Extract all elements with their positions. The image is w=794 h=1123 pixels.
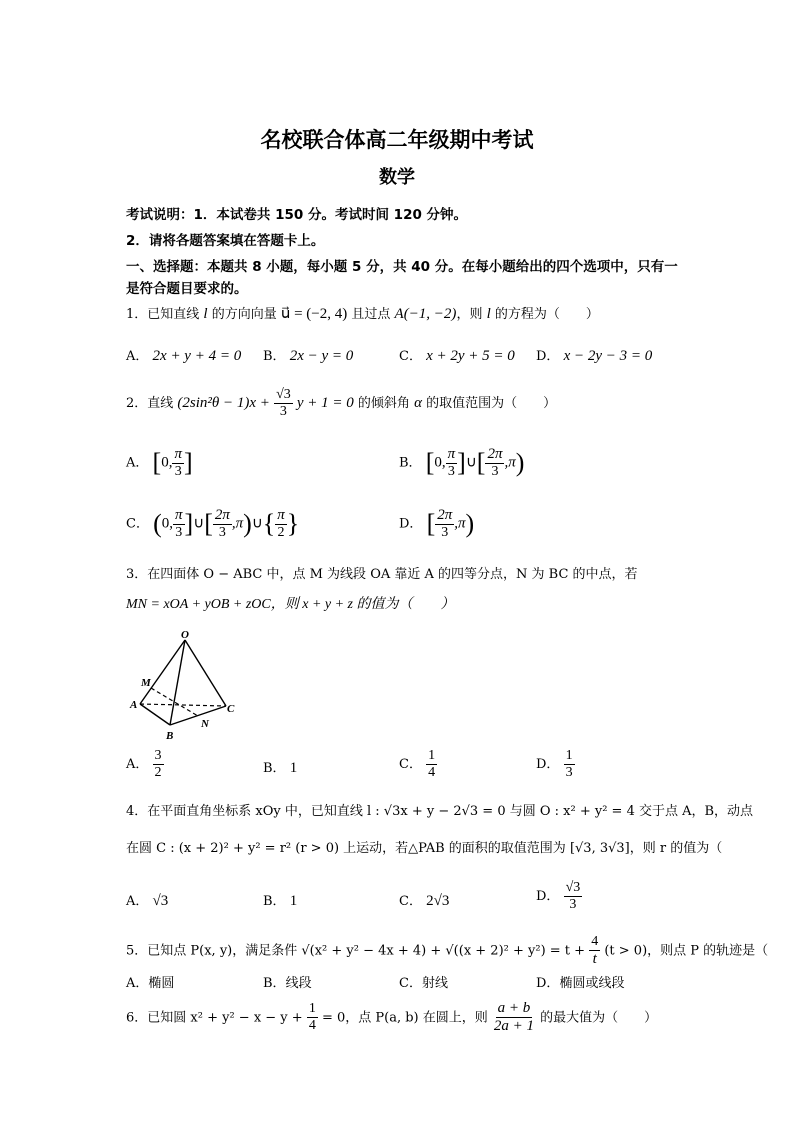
question-2 — [126, 387, 556, 420]
q6-mid: = 0，点 P(a, b) 在圆上，则 — [321, 1010, 488, 1026]
q2c-union2: ∪ — [251, 515, 263, 532]
q6-num2: a + b — [496, 1000, 533, 1018]
q2a-num: π — [172, 446, 184, 464]
q2c-num2: 2π — [213, 507, 232, 525]
q2c-den1: 3 — [175, 525, 183, 541]
q1-option-b-label: B． — [263, 349, 286, 364]
label-M: M — [141, 677, 151, 689]
q6-frac2 — [492, 1000, 536, 1036]
q2b-union: ∪ — [465, 454, 477, 471]
edge-AC-hidden — [140, 704, 226, 706]
section1-header: 一、选择题：本题共 8 小题，每小题 5 分，共 40 分。在每小题给出的四个选项中，只有一 — [126, 259, 678, 275]
q2b-frac2 — [485, 446, 504, 480]
label-O: O — [181, 629, 189, 641]
q2-option-d-label: D． — [399, 516, 423, 532]
q2c-den3: 2 — [277, 525, 285, 541]
q2b-num2: 2π — [485, 446, 504, 464]
q2-option-d[interactable] — [399, 507, 474, 541]
q1-var-l: l — [203, 306, 208, 322]
q3-option-b[interactable] — [263, 757, 297, 777]
paren-glyph: ( — [153, 509, 162, 539]
q2c-pi: ,π — [231, 515, 244, 532]
q3-option-b-label: B． — [263, 761, 286, 776]
q4-option-b-text: 1 — [289, 893, 298, 909]
q2b-den1: 3 — [447, 464, 455, 480]
q1-var-l2: l — [486, 306, 491, 322]
q3d-frac — [564, 748, 575, 781]
q5-option-b[interactable] — [263, 972, 312, 991]
q1-mid2: 且过点 — [347, 307, 395, 322]
q2d-frac — [435, 507, 454, 541]
exam-instructions-line1: 考试说明：1．本试卷共 150 分。考试时间 120 分钟。 — [126, 207, 468, 223]
q6-post: 的最大值为（ ） — [540, 1010, 658, 1026]
question-1 — [126, 303, 599, 323]
bracket-glyph: [ — [152, 448, 162, 478]
q2-post2: 的取值范围为（ ） — [421, 396, 557, 412]
q2c-union1: ∪ — [193, 515, 205, 532]
q5-option-c-text: 射线 — [421, 976, 448, 991]
q6-den1: 4 — [308, 1018, 316, 1034]
paren-glyph: ) — [515, 448, 525, 478]
q3c-num: 1 — [426, 748, 437, 765]
edge-BC — [170, 706, 226, 725]
q2-frac-den: 3 — [279, 404, 287, 420]
bracket-glyph: [ — [476, 448, 486, 478]
q2c-den2: 3 — [218, 525, 226, 541]
q5-option-d-text: 椭圆或线段 — [559, 976, 625, 991]
q2-expr-a: (2sin²θ − 1)x + — [177, 395, 270, 412]
q2-option-c[interactable] — [126, 507, 299, 541]
q1-post: ，则 — [456, 307, 487, 322]
q5-post: (t > 0)，则点 P 的轨迹是（ — [604, 943, 769, 959]
q4-option-a[interactable] — [126, 890, 168, 910]
bracket-glyph: [ — [425, 448, 435, 478]
q2-option-a-label: A． — [126, 455, 149, 471]
q6-frac1 — [307, 1001, 318, 1034]
q4-option-a-text: √3 — [152, 893, 169, 909]
q5-option-c[interactable] — [399, 972, 448, 991]
section1-header-cont: 是符合题目要求的。 — [126, 281, 248, 297]
q1-option-c[interactable] — [399, 345, 515, 365]
q4-option-c-label: C． — [399, 894, 422, 909]
bracket-glyph: ] — [183, 448, 193, 478]
q1-option-a-label: A． — [126, 349, 149, 364]
q5-option-a[interactable] — [126, 972, 174, 991]
q2-option-b-label: B． — [399, 455, 422, 471]
q3c-frac — [426, 748, 437, 781]
q2-expr-b: y + 1 = 0 — [296, 395, 354, 412]
q2-option-c-label: C． — [126, 516, 149, 532]
paren-glyph: ) — [465, 509, 475, 539]
q2c-frac2 — [213, 507, 232, 541]
bracket-glyph: [ — [204, 509, 213, 539]
q5-option-d[interactable] — [536, 972, 624, 991]
question-6 — [126, 1000, 657, 1036]
q2b-frac1 — [446, 446, 458, 480]
q6-num1: 1 — [307, 1001, 318, 1018]
q5-option-a-label: A． — [126, 976, 149, 991]
q5-option-a-text: 椭圆 — [148, 976, 175, 991]
q2c-frac1 — [173, 507, 185, 541]
edge-OA — [140, 640, 185, 704]
q1-point: A(−1, −2) — [394, 306, 457, 322]
q3-option-a-label: A． — [126, 757, 149, 773]
q2-fraction — [274, 387, 293, 420]
q4-option-d[interactable] — [536, 880, 582, 913]
question-3-line1: 3．在四面体 O − ABC 中，点 M 为线段 OA 靠近 A 的四等分点，N 为 BC 的中点，若 — [126, 567, 638, 582]
question-4-line2: 在圆 C : (x + 2)² + y² = r² (r > 0) 上运动，若△PAB 的面积的取值范围为 [√3, 3√3]，则 r 的值为（ — [126, 841, 723, 856]
q5-option-c-label: C． — [399, 976, 422, 991]
q3a-den: 2 — [154, 765, 162, 781]
q3-option-c[interactable] — [399, 748, 437, 781]
q2c-frac3 — [275, 507, 287, 541]
q4-option-c[interactable] — [399, 890, 449, 910]
q1-option-d[interactable] — [536, 345, 652, 365]
q4d-den: 3 — [569, 897, 577, 913]
label-N: N — [201, 718, 209, 730]
q1-option-d-label: D． — [536, 349, 560, 364]
q6-den2: 2a + 1 — [493, 1018, 535, 1035]
q3-option-d-label: D． — [536, 757, 560, 773]
bracket-glyph: [ — [426, 509, 436, 539]
edge-AB — [140, 704, 170, 725]
q2c-zero: 0, — [161, 515, 174, 532]
q3-option-a[interactable] — [126, 748, 164, 781]
q4-option-b[interactable] — [263, 890, 297, 910]
q1-option-a-text: 2x + y + 4 = 0 — [152, 348, 242, 364]
q4-option-b-label: B． — [263, 894, 286, 909]
q2-post: 的倾斜角 — [353, 396, 415, 412]
label-B: B — [166, 730, 174, 742]
q1-option-b[interactable] — [263, 345, 353, 365]
q3a-num: 3 — [153, 748, 164, 765]
q4-option-c-text: 2√3 — [426, 893, 450, 909]
q3-option-b-text: 1 — [289, 760, 298, 776]
brace-glyph: } — [286, 509, 300, 539]
q3c-den: 4 — [428, 765, 436, 781]
q2b-num1: π — [446, 446, 458, 464]
exam-instructions-line2: 2．请将各题答案填在答题卡上。 — [126, 233, 325, 249]
paren-glyph: ) — [243, 509, 252, 539]
q2-frac-num: √3 — [274, 387, 293, 404]
q2b-zero: 0, — [434, 454, 446, 471]
edge-OC — [185, 640, 226, 706]
q2c-num3: π — [275, 507, 287, 525]
q5-num: 4 — [589, 934, 600, 951]
q5-option-b-text: 线段 — [285, 976, 312, 991]
q5-option-d-label: D． — [536, 976, 560, 991]
q2d-den: 3 — [441, 525, 449, 541]
q2a-den: 3 — [174, 464, 182, 480]
q1-vector: u⃗ = (−2, 4) — [280, 306, 348, 322]
q4-option-a-label: A． — [126, 894, 149, 909]
q3-option-d[interactable] — [536, 748, 575, 781]
question-4-line1: 4．在平面直角坐标系 xOy 中，已知直线 l : √3x + y − 2√3 = 0 与圆 O : x² + y² = 4 交于点 A，B，动点 — [126, 804, 754, 819]
q1-option-c-text: x + 2y + 5 = 0 — [426, 348, 515, 364]
label-C: C — [227, 703, 235, 715]
question-3-line2: MN = xOA + yOB + zOC，则 x + y + z 的值为（ ） — [126, 597, 455, 612]
q3d-num: 1 — [564, 748, 575, 765]
q4-option-d-label: D． — [536, 889, 560, 905]
q5-pre: 5．已知点 P(x, y)，满足条件 √(x² + y² − 4x + 4) + √((x + 2)² + y²) = t + — [126, 943, 586, 959]
q5-frac — [589, 934, 600, 968]
q2d-num: 2π — [435, 507, 454, 525]
q1-post2: 的方程为（ ） — [490, 307, 599, 322]
q3d-den: 3 — [565, 765, 573, 781]
q3a-frac — [153, 748, 164, 781]
tetrahedron-figure — [126, 628, 246, 743]
q2-pre: 2．直线 — [126, 396, 178, 412]
q4d-num: √3 — [564, 880, 583, 897]
subject-title: 数学 — [379, 167, 415, 188]
q1-pre: 1．已知直线 — [126, 307, 204, 322]
q5-den: t — [592, 951, 597, 968]
q1-option-d-text: x − 2y − 3 = 0 — [563, 348, 653, 364]
q2a-frac — [172, 446, 184, 480]
q1-option-a[interactable] — [126, 345, 241, 365]
q5-option-b-label: B． — [263, 976, 286, 991]
q6-pre: 6．已知圆 x² + y² − x − y + — [126, 1010, 303, 1026]
q2b-pi: ,π — [504, 454, 516, 471]
q2d-pi: ,π — [454, 515, 466, 532]
q2c-num1: π — [173, 507, 185, 525]
q2-option-b[interactable] — [399, 446, 524, 480]
q1-option-c-label: C． — [399, 349, 422, 364]
q2-alpha: α — [414, 395, 422, 412]
q3-option-c-label: C． — [399, 757, 422, 773]
q2a-zero: 0, — [161, 454, 173, 471]
edge-OB — [170, 640, 185, 725]
bracket-glyph: ] — [457, 448, 466, 478]
q1-option-b-text: 2x − y = 0 — [289, 348, 354, 364]
bracket-glyph: ] — [184, 509, 194, 539]
q2b-den2: 3 — [491, 464, 499, 480]
question-5 — [126, 934, 786, 968]
q1-mid: 的方向向量 — [207, 307, 281, 322]
exam-title: 名校联合体高二年级期中考试 — [260, 128, 534, 152]
label-A: A — [130, 699, 138, 711]
brace-glyph: { — [262, 509, 276, 539]
q2-option-a[interactable] — [126, 446, 193, 480]
q4d-frac — [564, 880, 583, 913]
